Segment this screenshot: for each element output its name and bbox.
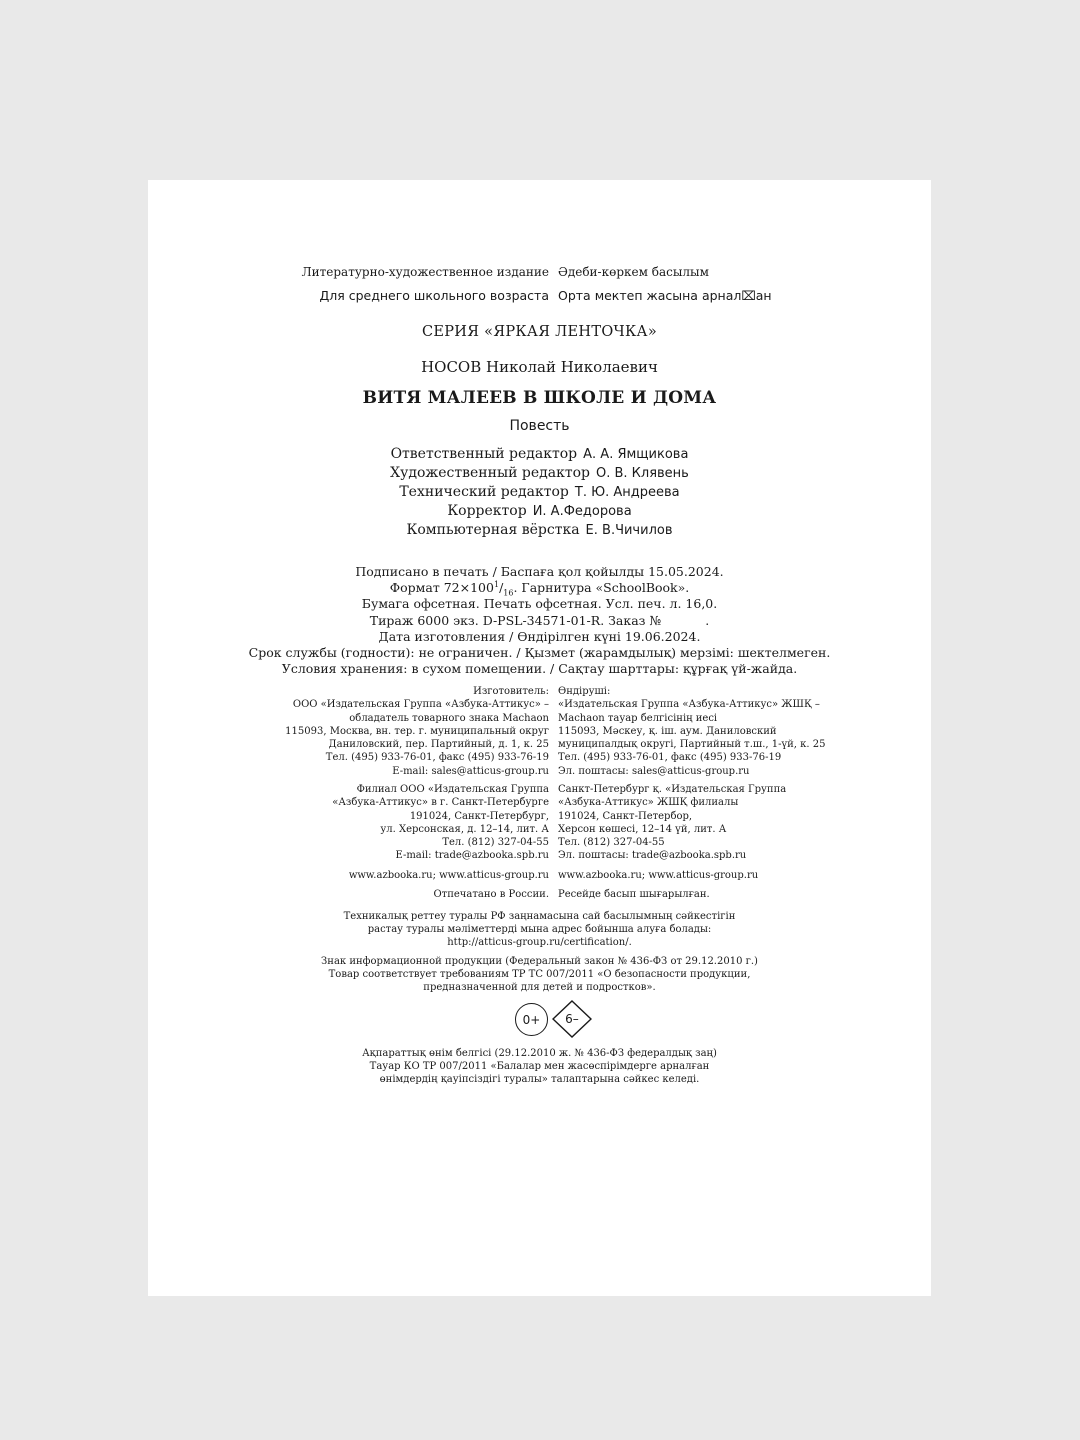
author-name: НОСОВ Николай Николаевич (421, 358, 658, 376)
credit-role: Компьютерная вёрстка (406, 522, 580, 538)
paper-line: Бумага офсетная. Печать офсетная. Усл. печ. л. 16,0. (361, 596, 718, 612)
imprint-block (148, 564, 931, 677)
book-title: ВИТЯ МАЛЕЕВ В ШКОЛЕ И ДОМА (362, 388, 717, 408)
age-group-kz: Орта мектеп жасына арнал⌧ан (558, 288, 772, 303)
credit-person: И. А.Федорова (532, 504, 632, 519)
print-run-line: Тираж 6000 экз. D-PSL-34571-01-R. Заказ № . (369, 612, 710, 628)
branch-kz: Санкт-Петербург қ. «Издательская Группа «Азбука-Аттикус» ЖШҚ филиалы 191024, Санкт-Петербор, Херсон көшесі, 12–14 үй, лит. А Тел. (812) 327-04-55 Эл. поштасы: trade@azbooka.spb.ru (558, 784, 787, 862)
websites-ru: www.azbooka.ru; www.atticus-group.ru (348, 870, 549, 881)
info-sign-ru: Знак информационной продукции (Федеральный закон № 436-ФЗ от 29.12.2010 г.) Товар соответствует требованиям ТР ТС 007/2011 «О безопасности продукции, предназначенной для детей и подростков». (321, 956, 758, 993)
signed-date: Подписано в печать / Баспаға қол қойылды 15.05.2024. (355, 564, 724, 579)
age-rating-diamond-badge (552, 1000, 592, 1038)
credit-role: Технический редактор (399, 484, 569, 500)
age-rating-diamond-label: 6– (565, 1012, 579, 1026)
format-line: Формат $72\times 100^1/_{16}$. Гарнитура «SchoolBook». (389, 580, 690, 598)
certification-block: Техникалық реттеу туралы РФ заңнамасына сай басылымның сәйкестігін растау туралы мәліметтерді мына адрес бойынша алуға болады: http://atticus-group.ru/certification/. (343, 911, 736, 948)
credit-line (148, 465, 931, 481)
websites-kz: www.azbooka.ru; www.atticus-group.ru (558, 870, 759, 881)
age-group-ru: Для среднего школьного возраста (319, 288, 549, 303)
series-title: СЕРИЯ «ЯРКАЯ ЛЕНТОЧКА» (421, 324, 658, 340)
manufacturer-ru: Изготовитель: ООО «Издательская Группа «Азбука-Аттикус» – обладатель товарного знака Machaon 115093, Москва, вн. тер. г. муниципальный округ Даниловский, пер. Партийный, д. 1, к. 25 Тел. (495) 933-76-01, факс (495) 933-76-19 E-mail: sales@atticus-group.ru (285, 686, 549, 777)
imprint-page (148, 180, 931, 1296)
storage-conditions: Условия хранения: в сухом помещении. / Сақтау шарттары: құрғақ үй-жайда. (281, 661, 798, 677)
info-sign-kz: Ақпараттық өнім белгісі (29.12.2010 ж. № 436-ФЗ федералдық заң) Тауар КО ТР 007/2011 «Балалар мен жасөспірімдерге арналған өнімдердің қауіпсіздігі туралы» талаптарына сәйкес келеді. (362, 1048, 717, 1085)
age-badges (148, 1000, 931, 1040)
credit-line (148, 484, 931, 500)
credit-role: Корректор (447, 503, 527, 519)
credit-person: Т. Ю. Андреева (574, 485, 680, 500)
printed-in-kz: Ресейде басып шығарылған. (558, 889, 710, 900)
edition-type-ru: Литературно-художественное издание (301, 265, 549, 279)
shelf-life: Срок службы (годности): не ограничен. / Қызмет (жарамдылық) мерзімі: шектелмеген. (248, 645, 831, 661)
genre: Повесть (509, 418, 570, 434)
edition-type-kz: Әдеби-көркем басылым (558, 265, 709, 279)
credit-line (148, 522, 931, 538)
credit-line (148, 503, 931, 519)
credit-role: Ответственный редактор (390, 446, 578, 462)
production-date: Дата изготовления / Өндірілген күні 19.06.2024. (378, 628, 701, 644)
printed-in-ru: Отпечатано в России. (433, 889, 549, 900)
credit-person: Е. В.Чичилов (585, 523, 673, 538)
credit-line (148, 446, 931, 462)
credit-role: Художественный редактор (390, 465, 590, 481)
branch-ru: Филиал ООО «Издательская Группа «Азбука-Аттикус» в г. Санкт-Петербурге 191024, Санкт-Петербург, ул. Херсонская, д. 12–14, лит. А Тел. (812) 327-04-55 E-mail: trade@azbooka.spb.ru (332, 784, 549, 862)
manufacturer-kz: Өндіруші: «Издательская Группа «Азбука-Аттикус» ЖШҚ – Machaon тауар белгісінің иесі 115093, Мәскеу, қ. іш. аум. Даниловский муниципалдық округі, Партийный т.ш., 1-үй, к. 25 Тел. (495) 933-76-01, факс (495) 933-76-19 Эл. поштасы: sales@atticus-group.ru (558, 686, 826, 777)
credit-person: О. В. Клявень (595, 466, 689, 481)
credit-person: А. А. Ямщикова (583, 447, 689, 462)
age-rating-circle-badge: 0+ (515, 1003, 548, 1036)
